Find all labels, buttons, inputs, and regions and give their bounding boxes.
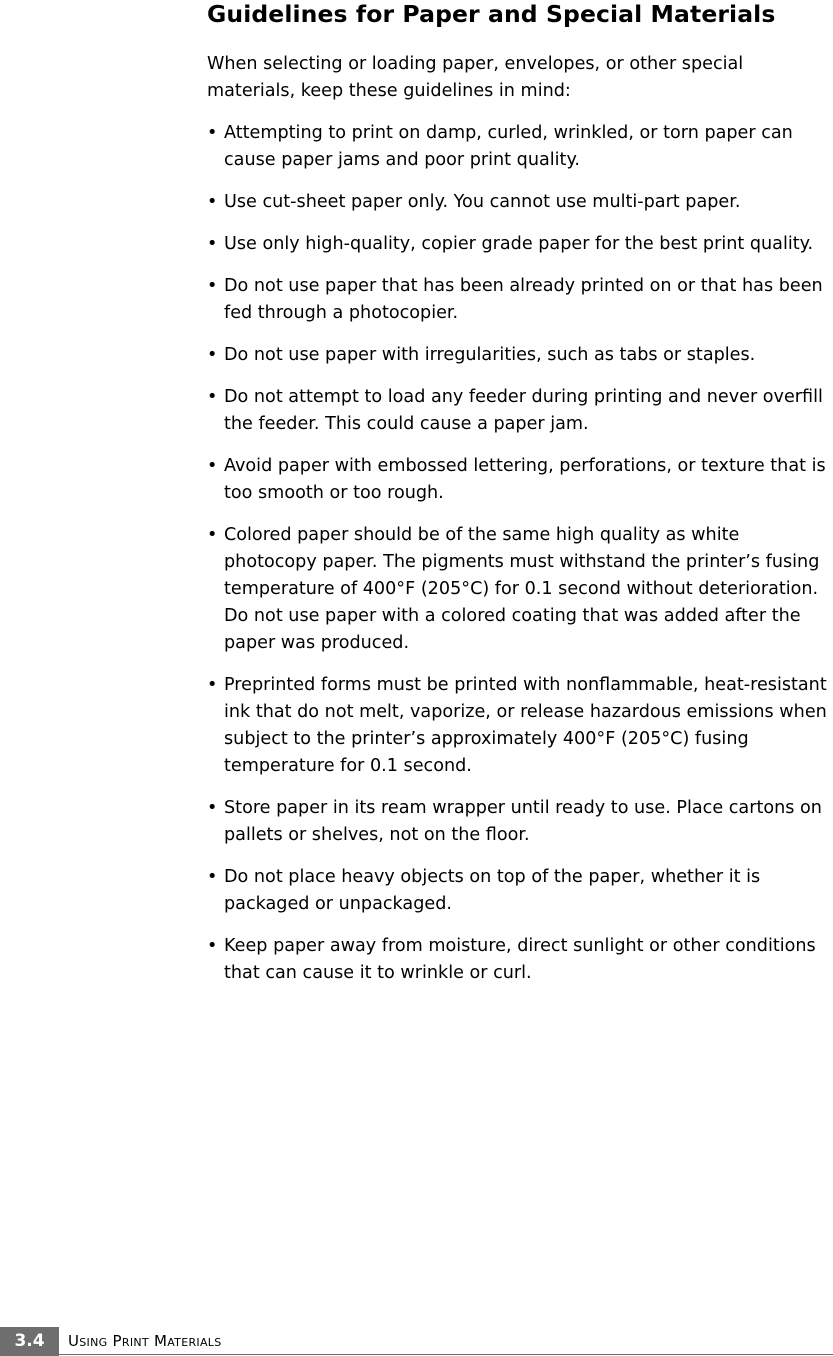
- page-number-badge: 3.4: [0, 1327, 59, 1356]
- guideline-item: [207, 522, 833, 657]
- guideline-text: Use only high-quality, copier grade paper for the best print quality.: [224, 234, 814, 254]
- guideline-item: [207, 933, 833, 987]
- guideline-item: [207, 342, 833, 369]
- guideline-item: [207, 231, 833, 258]
- guideline-item: [207, 795, 833, 849]
- guideline-text: Store paper in its ream wrapper until ready to use. Place cartons on pallets or shelves, not on the floor.: [224, 798, 822, 845]
- bullet-mark: •: [207, 936, 218, 956]
- guideline-text: Attempting to print on damp, curled, wrinkled, or torn paper can cause paper jams and poor print quality.: [224, 123, 793, 170]
- guideline-text: Colored paper should be of the same high quality as white photocopy paper. The pigments must withstand the printer’s fusing temperature of 400°F (205°C) for 0.1 second without deterioration. Do not use paper with a colored coating that was added after the paper was produced.: [224, 525, 820, 653]
- footer-section-title: Using Print Materials: [59, 1327, 833, 1355]
- bullet-mark: •: [207, 456, 218, 476]
- guideline-item: [207, 120, 833, 174]
- guideline-text: Keep paper away from moisture, direct sunlight or other conditions that can cause it to wrinkle or curl.: [224, 936, 816, 983]
- page-title: Guidelines for Paper and Special Materials: [207, 0, 776, 28]
- bullet-mark: •: [207, 387, 218, 407]
- bullet-mark: •: [207, 192, 218, 212]
- intro-paragraph: When selecting or loading paper, envelopes, or other special materials, keep these guidelines in mind:: [207, 54, 744, 101]
- guideline-text: Avoid paper with embossed lettering, perforations, or texture that is too smooth or too rough.: [224, 456, 826, 503]
- bullet-mark: •: [207, 798, 218, 818]
- guideline-item: [207, 189, 833, 216]
- bullet-mark: •: [207, 276, 218, 296]
- guidelines-body: [207, 51, 833, 1002]
- bullet-mark: •: [207, 123, 218, 143]
- guideline-text: Do not use paper with irregularities, such as tabs or staples.: [224, 345, 756, 365]
- page-footer: [0, 1327, 833, 1356]
- guideline-item: [207, 453, 833, 507]
- guideline-text: Use cut-sheet paper only. You cannot use multi-part paper.: [224, 192, 741, 212]
- bullet-mark: •: [207, 525, 218, 545]
- bullet-mark: •: [207, 345, 218, 365]
- guideline-text: Do not place heavy objects on top of the paper, whether it is packaged or unpackaged.: [224, 867, 761, 914]
- guideline-text: Do not use paper that has been already printed on or that has been fed through a photocopier.: [224, 276, 823, 323]
- guideline-item: [207, 384, 833, 438]
- guidelines-list: [207, 120, 833, 987]
- guideline-item: [207, 672, 833, 780]
- bullet-mark: •: [207, 867, 218, 887]
- guideline-item: [207, 273, 833, 327]
- guideline-item: [207, 864, 833, 918]
- guideline-text: Do not attempt to load any feeder during printing and never overfill the feeder. This could cause a paper jam.: [224, 387, 823, 434]
- bullet-mark: •: [207, 675, 218, 695]
- bullet-mark: •: [207, 234, 218, 254]
- guideline-text: Preprinted forms must be printed with nonflammable, heat-resistant ink that do not melt, vaporize, or release hazardous emissions when subject to the printer’s approximately 400°F (205°C) fusing temperature for 0.1 second.: [224, 675, 827, 776]
